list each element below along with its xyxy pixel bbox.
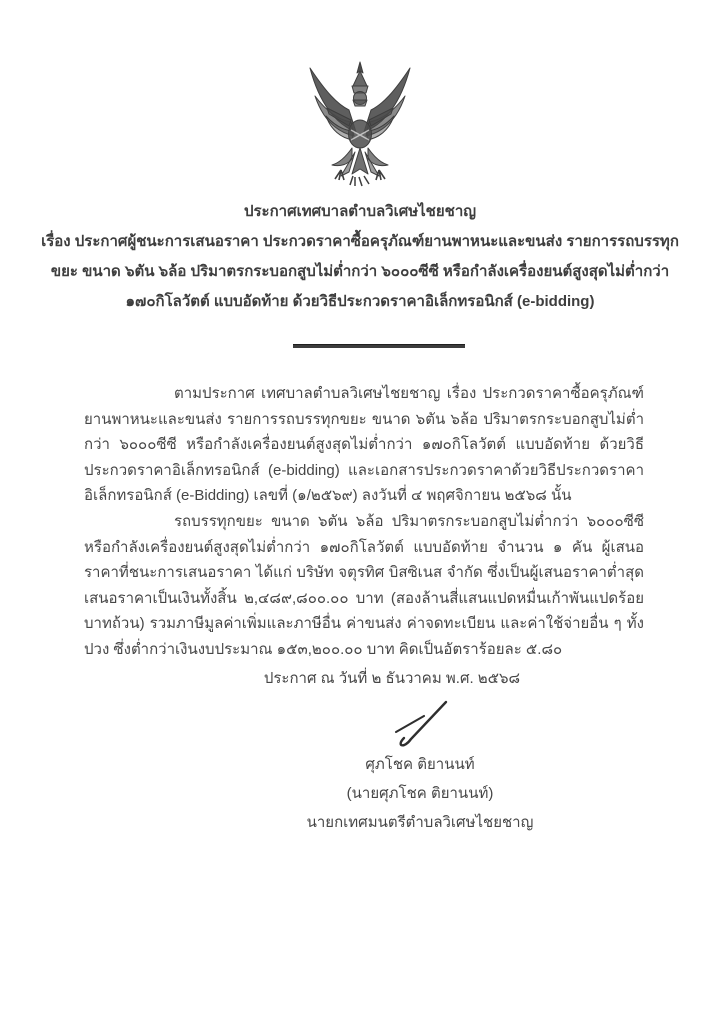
signer-name: ศุภโชค ติยานนท์ [365, 756, 475, 773]
body-paragraph-reference: ตามประกาศ เทศบาลตำบลวิเศษไชยชาญ เรื่อง ประกวดราคาซื้อครุภัณฑ์ยานพาหนะและขนส่ง รายการรถบรรทุกขยะ ขนาด ๖ตัน ๖ล้อ ปริมาตรกระบอกสูบไม่ต่ำกว่า ๖๐๐๐ซีซี หรือกำลังเครื่องยนต์สูงสุดไม่ต่ำกว่า ๑๗๐กิโลวัตต์ แบบอัดท้าย ด้วยวิธีประกวดราคาอิเล็กทรอนิกส์ (e-bidding) และเอกสารประกวดราคาด้วยวิธีประกวดราคาอิเล็กทรอนิกส์ (e-Bidding) เลขที่ (๑/๒๕๖๙) ลงวันที่ ๔ พฤศจิกายน ๒๕๖๘ นั้น [84, 385, 644, 504]
title-issuer: ประกาศเทศบาลตำบลวิเศษไชยชาญ [243, 203, 477, 220]
garuda-emblem-icon [289, 60, 431, 190]
title-subject-line2: ขยะ ขนาด ๖ตัน ๖ล้อ ปริมาตรกระบอกสูบไม่ต่ำกว่า ๖๐๐๐ซีซี หรือกำลังเครื่องยนต์สูงสุดไม่ต่ำกว่า [50, 263, 670, 280]
signature-mark [392, 696, 464, 750]
announcement-date-line: ประกาศ ณ วันที่ ๒ ธันวาคม พ.ศ. ๒๕๖๘ [263, 670, 521, 687]
signer-block [0, 750, 718, 837]
title-divider [293, 344, 465, 348]
body-paragraph-winner: รถบรรทุกขยะ ขนาด ๖ตัน ๖ล้อ ปริมาตรกระบอกสูบไม่ต่ำกว่า ๖๐๐๐ซีซี หรือกำลังเครื่องยนต์สูงสุดไม่ต่ำกว่า ๑๗๐กิโลวัตต์ แบบอัดท้าย จำนวน ๑ คัน ผู้เสนอราคาที่ชนะการเสนอราคา ได้แก่ บริษัท จตุรทิศ บิสซิเนส จำกัด ซึ่งเป็นผู้เสนอราคาต่ำสุด เสนอราคาเป็นเงินทั้งสิ้น ๒,๔๘๙,๘๐๐.๐๐ บาท (สองล้านสี่แสนแปดหมื่นเก้าพันแปดร้อยบาทถ้วน) รวมภาษีมูลค่าเพิ่มและภาษีอื่น ค่าขนส่ง ค่าจดทะเบียน และค่าใช้จ่ายอื่น ๆ ทั้งปวง ซึ่งต่ำกว่าเงินงบประมาณ ๑๕๓,๒๐๐.๐๐ บาท คิดเป็นอัตราร้อยละ ๕.๘๐ [84, 513, 644, 658]
signer-name-parenthesized: (นายศุภโชค ติยานนท์) [346, 785, 494, 802]
signer-position: นายกเทศมนตรีตำบลวิเศษไชยชาญ [306, 814, 534, 831]
title-subject-line3: ๑๗๐กิโลวัตต์ แบบอัดท้าย ด้วยวิธีประกวดราคาอิเล็กทรอนิกส์ (e-bidding) [125, 293, 595, 310]
announcement-title-block [40, 197, 680, 317]
title-subject-line1: เรื่อง ประกาศผู้ชนะการเสนอราคา ประกวดราคาซื้อครุภัณฑ์ยานพาหนะและขนส่ง รายการรถบรรทุก [41, 233, 679, 250]
